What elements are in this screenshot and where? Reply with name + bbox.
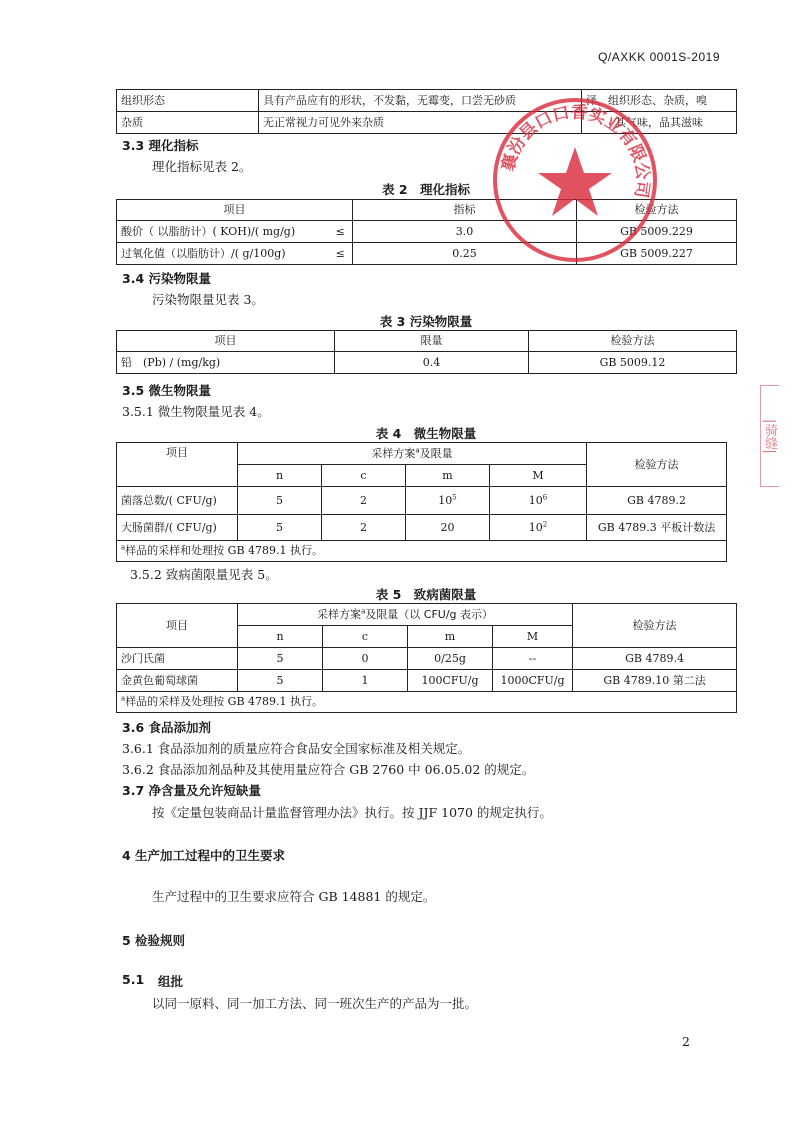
table2-caption: 表 2 理化指标: [381, 182, 471, 197]
cell: 其气味，品其滋味: [582, 112, 737, 134]
section-3-5-title: 3.5 微生物限量: [122, 383, 211, 398]
cell: 1000CFU/g: [493, 670, 573, 692]
header-cell: 检验方法: [529, 331, 737, 352]
cell: 沙门氏菌: [117, 648, 238, 670]
value-base: 10: [438, 493, 453, 507]
table-row: [117, 443, 727, 465]
section-5-1-text: 以同一原料、同一加工方法、同一班次生产的产品为一批。: [152, 996, 478, 1011]
cell: --: [493, 648, 573, 670]
header-cell: 指标: [353, 200, 577, 221]
table-row: [117, 352, 737, 374]
value-base: 10: [528, 520, 543, 534]
value-exponent: 5: [452, 492, 457, 501]
footnote-marker: a: [361, 606, 366, 615]
cell: 大肠菌群/( CFU/g): [117, 515, 238, 541]
header-cell: 项目: [117, 443, 238, 487]
header-cell: 检验方法: [573, 604, 737, 648]
header-cell: [238, 443, 587, 465]
section-5-title: 5 检验规则: [122, 933, 186, 948]
header-plan-tail: 及限量（以 CFU/g 表示）: [365, 607, 494, 621]
section-3-6-1-text: 3.6.1 食品添加剂的质量应符合食品安全国家标准及相关规定。: [122, 741, 471, 756]
section-3-6-2-text: 3.6.2 食品添加剂品种及其使用量应符合 GB 2760 中 06.05.02 的规定。: [122, 762, 535, 777]
table-row: [117, 112, 737, 134]
section-4-title: 4 生产加工过程中的卫生要求: [122, 848, 286, 863]
table5-caption: 表 5 致病菌限量: [375, 587, 477, 602]
cell: 5: [238, 670, 323, 692]
cell: 0.4: [335, 352, 529, 374]
header-cell: [238, 604, 573, 626]
section-5-1-title: 组批: [158, 974, 184, 989]
section-3-5-1-text: 3.5.1 微生物限量见表 4。: [122, 404, 270, 419]
table-row: [117, 487, 727, 515]
cell: 5: [238, 648, 323, 670]
subheader-cell: c: [323, 626, 408, 648]
table-footnote: [117, 692, 737, 713]
cell: 泽、组织形态、杂质，嗅: [582, 90, 737, 112]
cell: 杂质: [117, 112, 259, 134]
cell: 20: [406, 515, 490, 541]
cell: 无正常视力可见外来杂质: [259, 112, 582, 134]
cell: 具有产品应有的形状，不发黏，无霉变，口尝无砂质: [259, 90, 582, 112]
cell: GB 4789.3 平板计数法: [587, 515, 727, 541]
cell: 2: [322, 487, 406, 515]
section-3-6-title: 3.6 食品添加剂: [122, 720, 211, 735]
header-cell: 项目: [117, 604, 238, 648]
footnote-marker: a: [121, 543, 126, 552]
subheader-cell: m: [408, 626, 493, 648]
header-cell: 项目: [117, 200, 353, 221]
cell: GB 5009.12: [529, 352, 737, 374]
subheader-cell: n: [238, 626, 323, 648]
cell: GB 4789.4: [573, 648, 737, 670]
table4: [116, 442, 727, 562]
header-cell: 检验方法: [587, 443, 727, 487]
subheader-cell: n: [238, 465, 322, 487]
seam-stamp-mark: |骑缝|: [760, 385, 779, 487]
table3-caption: 表 3 污染物限量: [379, 314, 473, 329]
page-number: 2: [682, 1034, 690, 1049]
table2: [116, 199, 737, 265]
cell: 过氧化值（以脂肪计）/( g/100g): [117, 243, 329, 265]
table5: [116, 603, 737, 713]
subheader-cell: c: [322, 465, 406, 487]
table-top-continuation: [116, 89, 737, 134]
footnote-text: 样品的采样和处理按 GB 4789.1 执行。: [125, 544, 324, 557]
header-cell: 限量: [335, 331, 529, 352]
table-row: [117, 200, 737, 221]
cell: 100CFU/g: [408, 670, 493, 692]
cell: 酸价（ 以脂肪计）( KOH)/( mg/g): [117, 221, 329, 243]
standard-code: Q/AXKK 0001S-2019: [598, 50, 720, 64]
section-3-7-text: 按《定量包装商品计量监督管理办法》执行。按 JJF 1070 的规定执行。: [152, 805, 552, 820]
cell: 金黄色葡萄球菌: [117, 670, 238, 692]
section-4-text: 生产过程中的卫生要求应符合 GB 14881 的规定。: [152, 889, 436, 904]
cell: ≤: [329, 221, 353, 243]
cell: 菌落总数/( CFU/g): [117, 487, 238, 515]
header-plan-label: 采样方案: [317, 607, 361, 621]
cell: 3.0: [353, 221, 577, 243]
section-3-4-text: 污染物限量见表 3。: [152, 292, 264, 307]
cell: 2: [322, 515, 406, 541]
cell: 组织形态: [117, 90, 259, 112]
table-row: [117, 243, 737, 265]
table4-caption: 表 4 微生物限量: [375, 426, 477, 441]
cell: 铅 (Pb) / (mg/kg): [117, 352, 335, 374]
cell: [406, 487, 490, 515]
subheader-cell: m: [406, 465, 490, 487]
table3: [116, 330, 737, 374]
header-plan-label: 采样方案: [371, 446, 416, 460]
section-3-4-title: 3.4 污染物限量: [122, 271, 211, 286]
header-plan-tail: 及限量: [419, 446, 453, 460]
table-row: [117, 670, 737, 692]
header-cell: 项目: [117, 331, 335, 352]
cell: ≤: [329, 243, 353, 265]
cell: 0: [323, 648, 408, 670]
cell: 1: [323, 670, 408, 692]
header-cell: 检验方法: [577, 200, 737, 221]
section-5-1-number: 5.1: [122, 972, 145, 987]
value-base: 10: [528, 493, 543, 507]
value-exponent: 2: [542, 519, 548, 528]
table-row: [117, 331, 737, 352]
table-row: [117, 541, 727, 562]
subheader-cell: M: [493, 626, 573, 648]
subheader-cell: M: [490, 465, 587, 487]
cell: GB 5009.227: [577, 243, 737, 265]
cell: GB 4789.2: [587, 487, 727, 515]
cell: 0.25: [353, 243, 577, 265]
table-row: [117, 515, 727, 541]
footnote-text: 样品的采样及处理按 GB 4789.1 执行。: [125, 695, 324, 708]
table-row: [117, 692, 737, 713]
cell: 0/25g: [408, 648, 493, 670]
section-3-5-2-text: 3.5.2 致病菌限量见表 5。: [130, 567, 278, 582]
table-row: [117, 221, 737, 243]
cell: 5: [238, 487, 322, 515]
cell: 5: [238, 515, 322, 541]
table-row: [117, 90, 737, 112]
seal-text: 襄汾县口口香实业有限公司: [498, 102, 653, 200]
cell: [490, 515, 587, 541]
footnote-marker: a: [415, 445, 420, 454]
section-3-3-title: 3.3 理化指标: [122, 138, 199, 153]
cell: GB 5009.229: [577, 221, 737, 243]
footnote-marker: a: [121, 694, 126, 703]
table-footnote: [117, 541, 727, 562]
value-exponent: 6: [542, 492, 548, 501]
table-row: [117, 604, 737, 626]
section-3-3-text: 理化指标见表 2。: [152, 159, 252, 174]
cell: [490, 487, 587, 515]
table-row: [117, 648, 737, 670]
section-3-7-title: 3.7 净含量及允许短缺量: [122, 783, 261, 798]
cell: GB 4789.10 第二法: [573, 670, 737, 692]
